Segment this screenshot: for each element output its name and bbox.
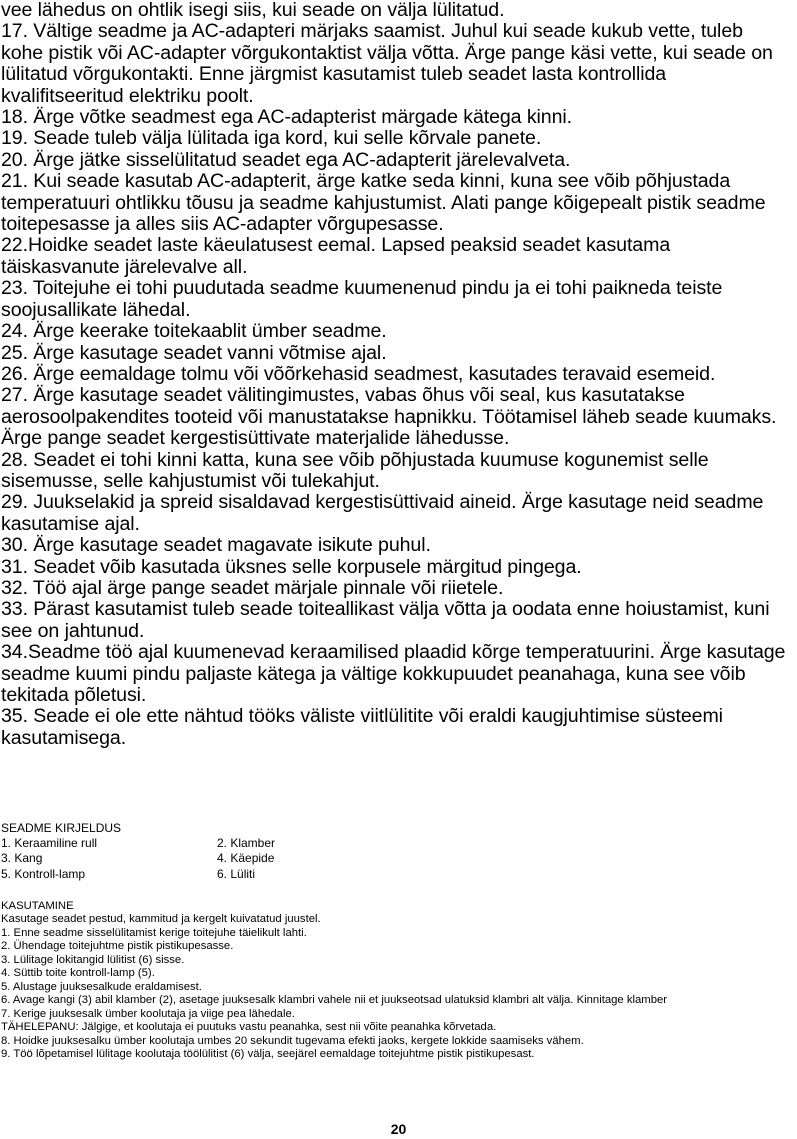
text-line: 24. Ärge keerake toitekaablit ümber seadme. — [1, 320, 387, 343]
text-line: tekitada põletusi. — [1, 684, 147, 706]
text-line: lülitatud võrgukontakti. Enne järgmist kasutamist tuleb seadet lasta kontrollida — [1, 63, 667, 86]
text-line: 25. Ärge kasutage seadet vanni võtmise ajal. — [1, 341, 387, 364]
text-line: temperatuuri ohtlikku tõusu ja seadme kahjustumist. Alati pange kõigepealt pistik seadme — [1, 191, 766, 214]
part-item: 2. Klamber — [217, 835, 276, 850]
device-description — [1, 822, 796, 882]
text-line: 34.Seadme töö ajal kuumenevad keraamilised plaadid kõrge temperatuurini. Ärge kasutage — [1, 641, 786, 664]
usage-line: 7. Kerige juuksesalk ümber koolutaja ja viige pea lähedale. — [1, 1007, 295, 1020]
text-line: sisemusse, selle kahjustumist või tulekahjut. — [1, 469, 380, 492]
part-item: 5. Kontroll-lamp — [1, 866, 86, 881]
text-line: vee lähedus on ohtlik isegi siis, kui seade on välja lülitatud. — [1, 0, 505, 21]
text-line: 19. Seade tuleb välja lülitada iga kord, kui selle kõrvale panete. — [1, 127, 542, 150]
text-line: kasutamisega. — [1, 726, 127, 749]
usage-line: 2. Ühendage toitejuhtme pistik pistikupesasse. — [1, 940, 234, 953]
text-line: Ärge pange seadet kergestisüttivate materjalide lähedusse. — [1, 427, 510, 450]
usage-line: 5. Alustage juuksesalkude eraldamisest. — [1, 980, 202, 993]
text-line: 33. Pärast kasutamist tuleb seade toiteallikast välja võtta ja oodata enne hoiustamist, kuni — [1, 598, 770, 621]
text-line: soojusallikate lähedal. — [1, 298, 191, 321]
usage-heading: KASUTAMINE — [1, 900, 74, 912]
text-line: 18. Ärge võtke seadmest ega AC-adapterist märgade kätega kinni. — [1, 106, 572, 129]
text-line: 32. Töö ajal ärge pange seadet märjale pinnale või riietele. — [1, 576, 504, 599]
text-line: 29. Juukselakid ja spreid sisaldavad kergestisüttivaid aineid. Ärge kasutage neid seadme — [1, 491, 764, 514]
text-line: 21. Kui seade kasutab AC-adapterit, ärge katke seda kinni, kuna see võib põhjustada — [1, 170, 731, 193]
usage-line: Kasutage seadet pestud, kammitud ja kergelt kuivatatud juustel. — [1, 913, 321, 926]
description-heading: SEADME KIRJELDUS — [1, 821, 122, 835]
part-item: 3. Kang — [1, 851, 43, 865]
text-line: kvalifitseeritud elektriku poolt. — [1, 84, 254, 107]
safety-instructions — [1, 0, 796, 749]
text-line: seadme kuumi pindu paljaste kätega ja vältige kokkupuudet peanahaga, kuna see võib — [1, 662, 746, 685]
text-line: 23. Toitejuhe ei tohi puudutada seadme kuumenenud pindu ja ei tohi paikneda teiste — [1, 277, 723, 300]
usage-line: TÄHELEPANU: Jälgige, et koolutaja ei puutuks vastu peanahka, sest nii võite peanahka kõrvetada. — [1, 1021, 497, 1034]
text-line: see on jahtunud. — [1, 619, 145, 642]
text-line: 28. Seadet ei tohi kinni katta, kuna see võib põhjustada kuumuse kogunemist selle — [1, 448, 709, 471]
text-line: 26. Ärge eemaldage tolmu või võõrkehasid seadmest, kasutades teravaid esemeid. — [1, 362, 716, 385]
text-line: kasutamise ajal. — [1, 512, 140, 535]
page-number: 20 — [390, 1121, 407, 1137]
usage-line: 4. Süttib toite kontroll-lamp (5). — [1, 967, 155, 980]
part-item: 4. Käepide — [217, 851, 275, 865]
text-line: 22.Hoidke seadet laste käeulatusest eemal. Lapsed peaksid seadet kasutama — [1, 234, 671, 257]
usage-line: 6. Avage kangi (3) abil klamber (2), asetage juuksesalk klambri vahele nii et juukseotsad ulatuksid klambri alt välja. Kinnitage klamber — [1, 994, 668, 1007]
usage-line: 9. Töö lõpetamisel lülitage koolutaja töölülitist (6) välja, seejärel eemaldage toitejuhtme pistik pistikupesast. — [1, 1047, 535, 1060]
text-line: 17. Vältige seadme ja AC-adapteri märjaks saamist. Juhul kui seade kukub vette, tuleb — [1, 20, 743, 43]
text-line: täiskasvanute järelevalve all. — [1, 255, 248, 278]
parts-list — [1, 836, 796, 883]
usage-section — [1, 900, 796, 1061]
part-item: 6. Lüliti — [217, 866, 256, 881]
text-line: toitepesasse ja alles siis AC-adapter võrgupesasse. — [1, 213, 444, 236]
text-line: kohe pistik või AC-adapter võrgukontaktist välja võtta. Ärge pange käsi vette, kui seade on — [1, 41, 773, 64]
text-line: 30. Ärge kasutage seadet magavate isikute puhul. — [1, 534, 431, 557]
text-line: 35. Seade ei ole ette nähtud tööks väliste viitlülitite või eraldi kaugjuhtimise süsteemi — [1, 705, 723, 728]
text-line: aerosoolpakendites tooteid või manustatakse hapnikku. Töötamisel läheb seade kuumaks. — [1, 405, 777, 428]
text-line: 20. Ärge jätke sisselülitatud seadet ega AC-adapterit järelevalveta. — [1, 148, 571, 171]
part-item: 1. Keraamiline rull — [1, 835, 98, 850]
text-line: 27. Ärge kasutage seadet välitingimustes, vabas õhus või seal, kus kasutatakse — [1, 384, 685, 407]
text-line: 31. Seadet võib kasutada üksnes selle korpusele märgitud pingega. — [1, 555, 582, 578]
usage-line: 1. Enne seadme sisselülitamist kerige toitejuhe täielikult lahti. — [1, 926, 307, 939]
usage-line: 8. Hoidke juuksesalku ümber koolutaja umbes 20 sekundit tugevama efekti jaoks, kergete lokkide saamiseks vähem. — [1, 1034, 584, 1047]
usage-line: 3. Lülitage lokitangid lülitist (6) sisse. — [1, 953, 185, 966]
